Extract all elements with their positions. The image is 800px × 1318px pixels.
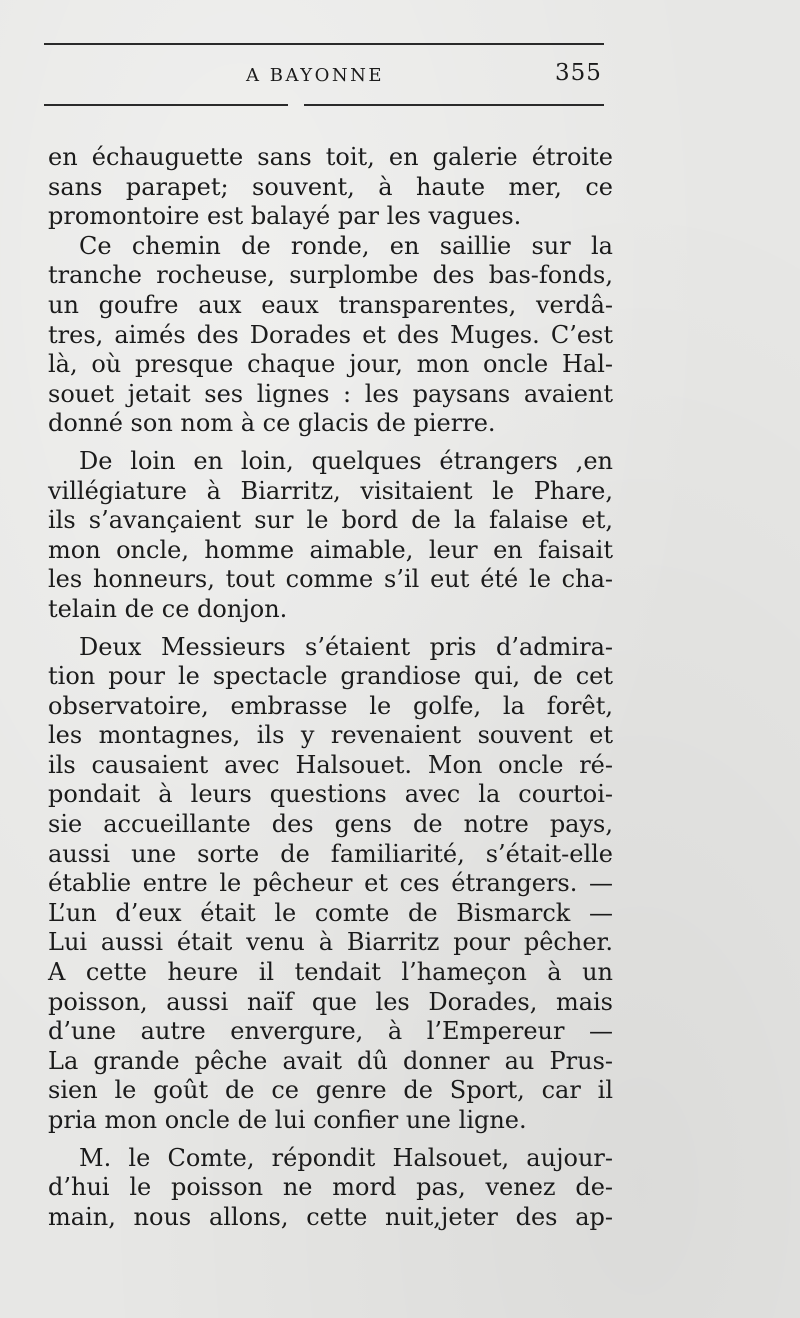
text-line: là, où presque chaque jour, mon oncle Hal- [48,350,613,379]
text-line: tranche rocheuse, surplombe des bas-fonds, [48,261,613,290]
running-head [0,60,800,90]
text-line: sans parapet; souvent, à haute mer, ce [48,172,613,201]
text-line: M. le Comte, répondit Halsouet, aujour- [79,1143,613,1172]
text-line: d’hui le poisson ne mord pas, venez de- [48,1173,613,1202]
text-line: La grande pêche avait dû donner au Prus- [48,1046,613,1075]
paragraph [48,143,613,232]
text-line: pria mon oncle de lui confier une ligne. [48,1106,527,1134]
body-text [48,143,613,1232]
text-line: en échauguette sans toit, en galerie étroite [48,143,613,171]
text-line: les montagnes, ils y revenaient souvent et [48,721,613,750]
paragraph [48,633,613,1136]
text-line: observatoire, embrasse le golfe, la forêt, [48,691,613,720]
text-line: A cette heure il tendait l’hameçon à un [48,958,613,987]
text-line: poisson, aussi naïf que les Dorades, mais [48,987,613,1016]
text-line: villégiature à Biarritz, visitaient le Phare, [48,476,613,505]
text-line: Deux Messieurs s’étaient pris d’admira- [79,632,613,661]
text-line: mon oncle, homme aimable, leur en faisait [48,535,613,564]
text-line: telain de ce donjon. [48,594,288,623]
header-bottom-rule-left [44,104,288,106]
text-line: tion pour le spectacle grandiose qui, de cet [48,662,613,691]
text-line: donné son nom à ce glacis de pierre. [48,409,496,438]
text-line: Ce chemin de ronde, en saillie sur la [79,231,613,260]
text-line: sie accueillante des gens de notre pays, [48,810,613,839]
header-bottom-rule-right [304,104,604,106]
text-line: un goufre aux eaux transparentes, verdâ- [48,290,613,319]
text-line: ils s’avançaient sur le bord de la falaise et, [48,506,613,535]
text-line: Lui aussi était venu à Biarritz pour pêcher. [48,928,613,957]
paragraph [48,232,613,439]
text-line: main, nous allons, cette nuit,jeter des ap- [48,1202,613,1231]
text-line: L’un d’eux était le comte de Bismarck — [48,898,613,927]
text-line: établie entre le pêcheur et ces étrangers. — [48,869,613,898]
text-line: pondait à leurs questions avec la courtoi- [48,780,613,809]
text-line: d’une autre envergure, à l’Empereur — [48,1017,613,1046]
text-line: sien le goût de ce genre de Sport, car il [48,1076,613,1105]
text-line: promontoire est balayé par les vagues. [48,202,522,231]
text-line: ils causaient avec Halsouet. Mon oncle ré- [48,750,613,779]
page-number: 355 [555,60,602,86]
text-line: les honneurs, tout comme s’il eut été le cha- [48,565,613,594]
header-top-rule [44,43,604,45]
paragraph [48,447,613,625]
text-line: aussi une sorte de familiarité, s’était-elle [48,839,613,868]
text-line: De loin en loin, quelques étrangers ,en [79,446,613,475]
paragraph [48,1144,613,1233]
running-title: A BAYONNE [246,65,384,86]
text-line: souet jetait ses lignes : les paysans avaient [48,379,613,408]
text-line: tres, aimés des Dorades et des Muges. C’est [48,320,613,349]
